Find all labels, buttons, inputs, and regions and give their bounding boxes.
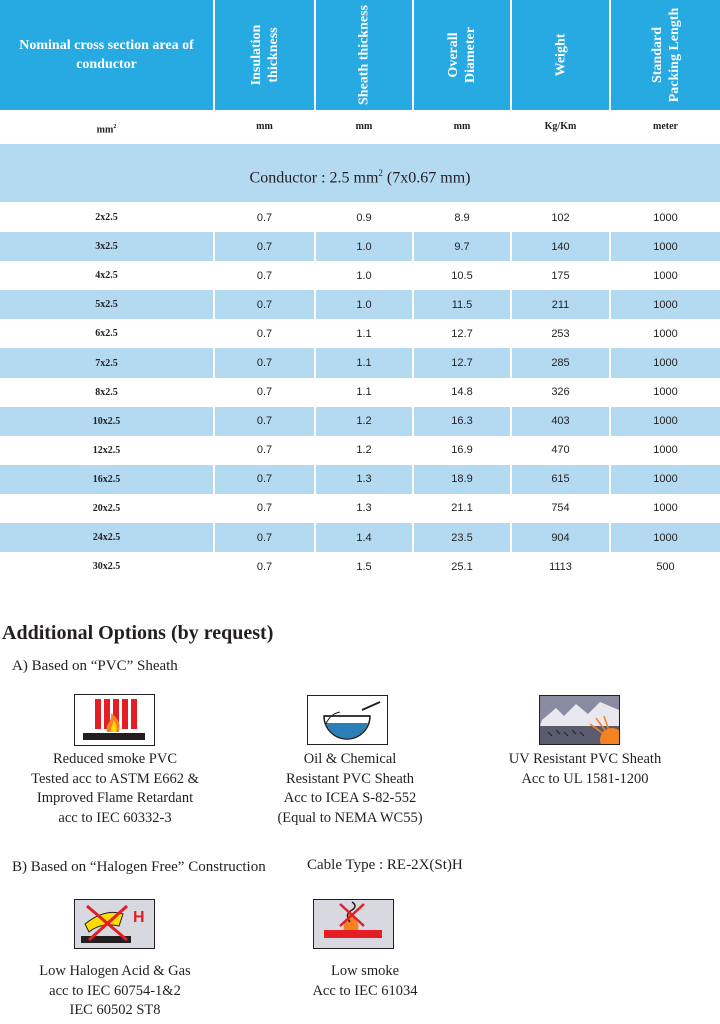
- header-overall-diameter: Overall Diameter: [414, 0, 510, 110]
- cell-size: 10x2.5: [0, 407, 213, 436]
- cell-length: 1000: [653, 502, 678, 515]
- cell-insulation: 0.7: [256, 502, 273, 515]
- cell-diameter: 11.5: [414, 290, 510, 319]
- cell-diameter: 9.7: [414, 232, 510, 261]
- low-smoke-caption: Low smoke Acc to IEC 61034: [312, 963, 418, 999]
- cell-insulation: 0.7: [215, 465, 314, 494]
- cell-diameter: 12.7: [414, 348, 510, 377]
- options-title: Additional Options (by request): [2, 622, 274, 644]
- table-row: [0, 378, 720, 407]
- cell-weight: 1113: [549, 560, 572, 573]
- cell-size: 6x2.5: [95, 328, 118, 340]
- unit-length: meter: [653, 121, 678, 132]
- unit-sheath: mm: [355, 121, 373, 132]
- header-weight: Weight: [512, 0, 609, 110]
- table-row: [0, 203, 720, 232]
- cell-insulation: 0.7: [215, 523, 314, 552]
- cell-weight: 615: [512, 465, 609, 494]
- pvc-sheath-heading: A) Based on “PVC” Sheath: [12, 658, 178, 674]
- cell-size: 24x2.5: [0, 523, 213, 552]
- unit-diameter: mm: [453, 121, 471, 132]
- cell-sheath: 1.1: [316, 348, 412, 377]
- cell-insulation: 0.7: [215, 232, 314, 261]
- table-row: [0, 552, 720, 581]
- cell-insulation: 0.7: [215, 290, 314, 319]
- cell-length: 500: [656, 560, 675, 573]
- table-row: [0, 465, 720, 494]
- cell-sheath: 1.1: [356, 327, 372, 340]
- low-halogen-caption: Low Halogen Acid & Gas acc to IEC 60754-1&2 IEC 60502 ST8: [39, 963, 191, 1018]
- cell-size: 7x2.5: [0, 348, 213, 377]
- header-packing-length: Standard Packing Length: [611, 0, 720, 110]
- halogen-free-heading: B) Based on “Halogen Free” Construction: [12, 859, 266, 875]
- cell-length: 1000: [611, 232, 720, 261]
- cell-weight: 403: [512, 407, 609, 436]
- unit-insulation: mm: [256, 121, 273, 132]
- cell-insulation: 0.7: [256, 327, 273, 340]
- cell-sheath: 1.0: [316, 232, 412, 261]
- cell-insulation: 0.7: [256, 444, 273, 457]
- cell-weight: 253: [551, 327, 570, 340]
- cell-diameter: 10.5: [451, 269, 473, 282]
- cell-length: 1000: [611, 290, 720, 319]
- cell-length: 1000: [611, 407, 720, 436]
- oil-chemical-caption: Oil & Chemical Resistant PVC Sheath Acc to ICEA S-82-552 (Equal to NEMA WC55): [277, 751, 423, 826]
- svg-text:H: H: [133, 909, 145, 926]
- cell-length: 1000: [611, 465, 720, 494]
- cell-diameter: 8.9: [454, 211, 470, 224]
- cell-size: 16x2.5: [0, 465, 213, 494]
- cell-weight: 326: [551, 386, 570, 399]
- cell-length: 1000: [653, 386, 678, 399]
- cell-size: 5x2.5: [0, 290, 213, 319]
- low-smoke-icon: [313, 899, 394, 949]
- cell-sheath: 1.5: [356, 560, 372, 573]
- cell-size: 2x2.5: [95, 212, 118, 224]
- table-row: [0, 523, 720, 552]
- cell-weight: 175: [551, 269, 570, 282]
- cell-insulation: 0.7: [256, 211, 273, 224]
- table-row: [0, 319, 720, 348]
- table-row: [0, 290, 720, 319]
- header-cross-section: Nominal cross section area of conductor: [0, 0, 213, 110]
- unit-cross-section: $mm^2$: [96, 124, 117, 136]
- cell-length: 1000: [653, 269, 678, 282]
- table-row: [0, 261, 720, 290]
- cell-length: 1000: [653, 327, 678, 340]
- low-halogen-icon: [74, 899, 155, 949]
- cell-length: 1000: [653, 444, 678, 457]
- cell-weight: 470: [551, 444, 570, 457]
- cell-size: 4x2.5: [95, 270, 118, 282]
- cell-insulation: 0.7: [256, 269, 273, 282]
- cell-size: 12x2.5: [92, 444, 121, 456]
- uv-sun-icon: [539, 695, 620, 745]
- cell-sheath: 1.1: [356, 386, 372, 399]
- cell-insulation: 0.7: [256, 386, 273, 399]
- units-row: [0, 110, 720, 144]
- cell-sheath: 1.3: [356, 502, 372, 515]
- cell-weight: 102: [551, 211, 570, 224]
- uv-resistant-caption: UV Resistant PVC Sheath Acc to UL 1581-1200: [508, 751, 662, 787]
- table-row: [0, 407, 720, 436]
- cell-diameter: 12.7: [451, 327, 473, 340]
- table-row: [0, 232, 720, 261]
- table-body: [0, 203, 720, 581]
- cell-diameter: 21.1: [451, 502, 473, 515]
- cell-diameter: 16.3: [414, 407, 510, 436]
- cell-weight: 285: [512, 348, 609, 377]
- cell-size: 3x2.5: [0, 232, 213, 261]
- cell-weight: 754: [551, 502, 570, 515]
- cell-insulation: 0.7: [215, 348, 314, 377]
- header-sheath-thickness: Sheath thickness: [316, 0, 412, 110]
- table-row: [0, 494, 720, 523]
- cell-weight: 140: [512, 232, 609, 261]
- unit-weight: Kg/Km: [544, 121, 577, 132]
- cell-weight: 904: [512, 523, 609, 552]
- cell-diameter: 16.9: [451, 444, 473, 457]
- table-header: [0, 0, 720, 110]
- cell-diameter: 23.5: [414, 523, 510, 552]
- cell-size: 20x2.5: [92, 502, 121, 514]
- oil-chemical-beaker-icon: [307, 695, 388, 745]
- cell-diameter: 14.8: [451, 386, 473, 399]
- table-row: [0, 436, 720, 465]
- cell-length: 1000: [611, 523, 720, 552]
- cell-diameter: 25.1: [451, 560, 473, 573]
- cell-sheath: 1.0: [356, 269, 372, 282]
- cell-insulation: 0.7: [256, 560, 273, 573]
- cell-sheath: 1.2: [356, 444, 372, 457]
- cell-length: 1000: [611, 348, 720, 377]
- cable-type-label: Cable Type : RE-2X(St)H: [307, 857, 463, 873]
- cell-size: 8x2.5: [95, 386, 118, 398]
- reduced-smoke-flame-icon: [74, 694, 155, 746]
- cell-sheath: 1.3: [316, 465, 412, 494]
- cell-sheath: 1.2: [316, 407, 412, 436]
- header-insulation-thickness: Insulation thickness: [215, 0, 314, 110]
- cell-sheath: 1.4: [316, 523, 412, 552]
- cell-sheath: 1.0: [316, 290, 412, 319]
- cell-weight: 211: [512, 290, 609, 319]
- cell-length: 1000: [653, 211, 678, 224]
- reduced-smoke-caption: Reduced smoke PVC Tested acc to ASTM E662 & Improved Flame Retardant acc to IEC 60332-3: [31, 751, 199, 826]
- conductor-band: Conductor : 2.5 $mm^2$ (7x0.67 mm): [0, 144, 720, 202]
- table-row: [0, 348, 720, 377]
- cell-sheath: 0.9: [356, 211, 372, 224]
- cell-size: 30x2.5: [92, 561, 121, 573]
- cell-insulation: 0.7: [215, 407, 314, 436]
- cell-diameter: 18.9: [414, 465, 510, 494]
